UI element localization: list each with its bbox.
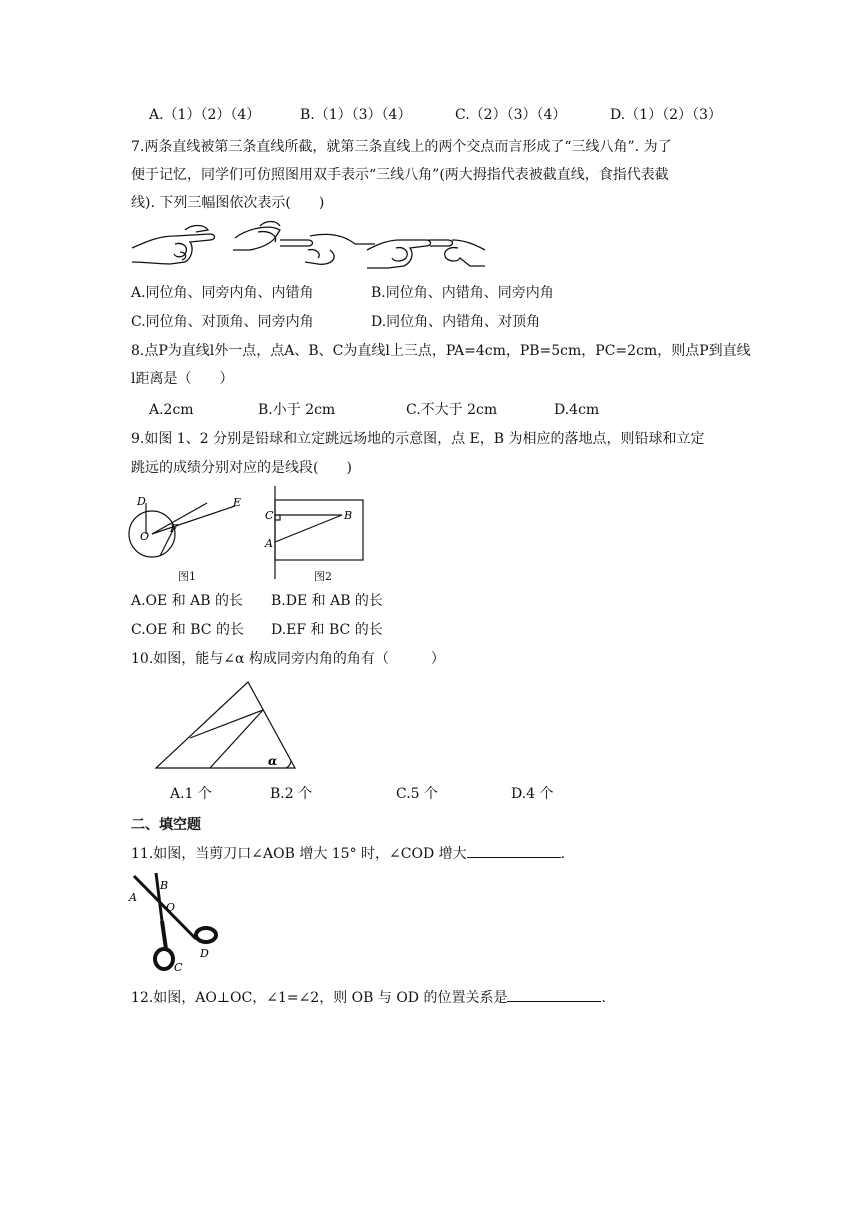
q9-option-b: B.DE 和 AB 的长 — [271, 593, 383, 609]
label-e: E — [233, 496, 242, 509]
label-d: D — [200, 947, 209, 960]
q8-option-b: B.小于 2cm — [258, 402, 336, 418]
q10-option-a: A.1 个 — [170, 786, 212, 802]
q6-option-a: A.（1）（2）（4） — [149, 107, 261, 123]
label-f: F — [170, 522, 178, 535]
hands-illustration — [130, 218, 490, 274]
q6-option-b: B.（1）（3）（4） — [300, 107, 412, 123]
label-o: O — [166, 901, 176, 914]
q8-stem-line-2: l距离是（ ） — [131, 371, 234, 387]
q10-option-d: D.4 个 — [511, 786, 554, 802]
q12-stem-text: 12.如图，AO⊥OC，∠1=∠2，则 OB 与 OD 的位置关系是 — [131, 990, 508, 1006]
label-d: D — [137, 495, 146, 508]
q11-stem-end: . — [560, 846, 566, 862]
q9-fig1-caption: 图1 — [178, 570, 196, 583]
q8-option-a: A.2cm — [149, 402, 194, 418]
q8-stem-line-1: 8.点P为直线l外一点，点A、B、C为直线l上三点，PA=4cm，PB=5cm，PC=2cm，则点P到直线 — [131, 343, 751, 359]
q12-stem-end: . — [601, 990, 606, 1006]
q11-stem-text: 11.如图，当剪刀口∠AOB 增大 15° 时，∠COD 增大 — [131, 846, 467, 862]
label-a: A — [265, 537, 273, 550]
q9-stem-line-2: 跳远的成绩分别对应的是线段( ) — [131, 460, 352, 476]
label-b: B — [344, 509, 353, 522]
q7-stem-line-2: 便于记忆，同学们可仿照图用双手表示“三线八角”(两大拇指代表被截直线，食指代表截 — [131, 167, 669, 183]
q8-option-c: C.不大于 2cm — [406, 402, 498, 418]
q7-stem-line-1: 7.两条直线被第三条直线所截，就第三条直线上的两个交点而言形成了“三线八角”. 为了 — [131, 139, 672, 155]
label-a: A — [129, 891, 137, 904]
q6-option-c: C.（2）（3）（4） — [455, 107, 567, 123]
q11-answer-blank[interactable] — [467, 843, 561, 858]
q7-option-d: D.同位角、内错角、对顶角 — [371, 314, 541, 330]
q9-fig2-caption: 图2 — [314, 570, 332, 583]
alpha-label: α — [268, 754, 278, 768]
q9-option-d: D.EF 和 BC 的长 — [271, 622, 383, 638]
label-o: O — [140, 530, 150, 543]
q6-option-d: D.（1）（2）（3） — [610, 107, 722, 123]
label-c: C — [265, 509, 274, 522]
label-b: B — [160, 879, 169, 892]
scissors-diagram — [126, 871, 236, 976]
q7-option-a: A.同位角、同旁内角、内错角 — [131, 285, 314, 301]
q10-triangle-figure — [150, 678, 302, 777]
q10-option-c: C.5 个 — [396, 786, 439, 802]
q11-scissors-figure — [126, 871, 236, 980]
q11-stem — [131, 843, 565, 864]
q9-option-a: A.OE 和 AB 的长 — [131, 593, 244, 609]
q10-option-b: B.2 个 — [270, 786, 313, 802]
q8-option-d: D.4cm — [554, 402, 600, 418]
label-c: C — [174, 961, 183, 974]
q7-stem-line-3: 线). 下列三幅图依次表示( ) — [131, 195, 325, 211]
q7-option-c: C.同位角、对顶角、同旁内角 — [131, 314, 314, 330]
q9-option-c: C.OE 和 BC 的长 — [131, 622, 244, 638]
q7-option-b: B.同位角、内错角、同旁内角 — [371, 285, 554, 301]
q9-stem-line-1: 9.如图 1、2 分别是铅球和立定跳远场地的示意图，点 E，B 为相应的落地点，则铅球和立定 — [131, 431, 705, 447]
q12-answer-blank[interactable] — [507, 987, 601, 1002]
q7-hands-figure — [130, 218, 490, 278]
triangle-diagram — [150, 678, 302, 773]
q10-stem: 10.如图，能与∠α 构成同旁内角的角有（ ） — [131, 651, 445, 667]
section-2-title: 二、填空题 — [131, 817, 201, 833]
q12-stem — [131, 987, 606, 1008]
